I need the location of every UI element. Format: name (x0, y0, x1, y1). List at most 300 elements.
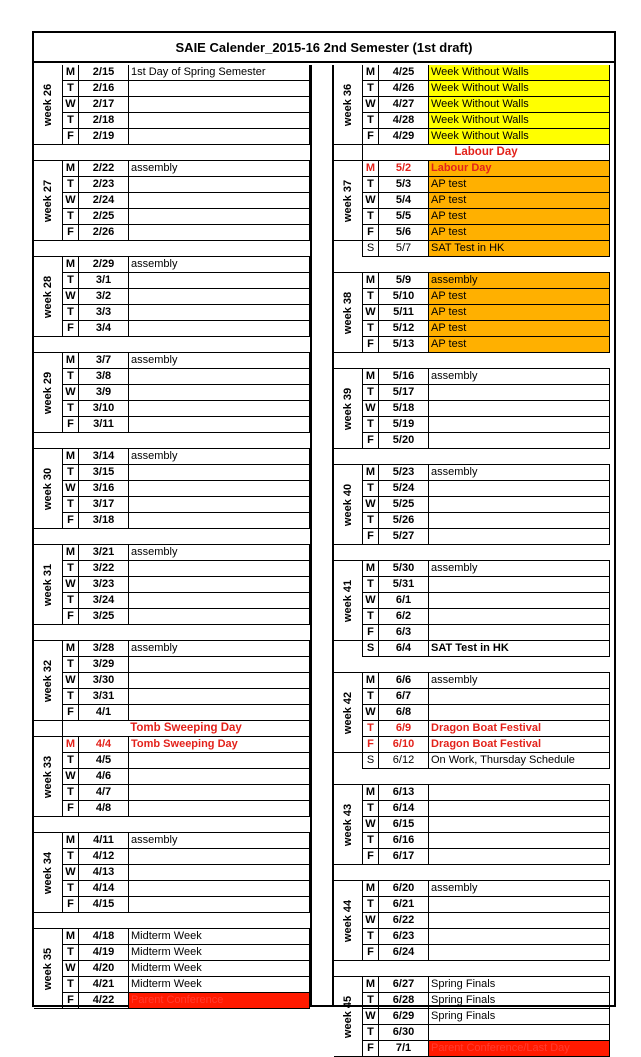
date-cell: 4/13 (79, 865, 129, 881)
day-cell: T (362, 513, 379, 529)
calendar-row (34, 353, 310, 369)
day-cell: F (362, 625, 379, 641)
date-cell: 5/2 (379, 161, 429, 177)
event-cell (129, 705, 310, 721)
date-cell: 4/20 (79, 961, 129, 977)
week-label-text: week 28 (42, 275, 54, 318)
day-cell: W (62, 865, 79, 881)
event-cell (129, 513, 310, 529)
event-cell (429, 785, 610, 801)
date-cell: 4/18 (79, 929, 129, 945)
spacer-row (34, 337, 310, 353)
date-cell: 6/27 (379, 977, 429, 993)
day-cell: W (62, 385, 79, 401)
calendar-row (34, 641, 310, 657)
date-cell: 3/28 (79, 641, 129, 657)
date-cell: 3/17 (79, 497, 129, 513)
day-cell: M (62, 257, 79, 273)
date-cell: 4/1 (79, 705, 129, 721)
day-cell: F (362, 849, 379, 865)
date-cell: 4/28 (379, 113, 429, 129)
event-cell (429, 897, 610, 913)
calendar-row (334, 401, 610, 417)
event-cell: Week Without Walls (429, 97, 610, 113)
day-cell: T (362, 689, 379, 705)
date-cell: 3/30 (79, 673, 129, 689)
day-cell: T (362, 481, 379, 497)
calendar-row (34, 945, 310, 961)
event-cell (129, 465, 310, 481)
day-cell: F (62, 129, 79, 145)
date-cell: 6/17 (379, 849, 429, 865)
calendar-row (34, 753, 310, 769)
calendar-row (34, 385, 310, 401)
spacer-row (34, 433, 310, 449)
day-cell: T (62, 657, 79, 673)
day-cell: T (362, 177, 379, 193)
calendar-row (334, 209, 610, 225)
event-cell (429, 1025, 610, 1041)
date-cell: 4/15 (79, 897, 129, 913)
calendar-row (34, 785, 310, 801)
spacer-row (334, 657, 610, 673)
calendar-row (334, 913, 610, 929)
date-cell: 6/28 (379, 993, 429, 1009)
spacer-row (334, 961, 610, 977)
day-cell: F (362, 529, 379, 545)
spacer-row (34, 817, 310, 833)
day-cell: T (362, 81, 379, 97)
event-cell: Week Without Walls (429, 129, 610, 145)
day-cell: F (62, 897, 79, 913)
day-cell: W (362, 305, 379, 321)
day-cell: T (362, 993, 379, 1009)
day-cell: F (62, 513, 79, 529)
event-cell: Midterm Week (129, 977, 310, 993)
calendar-row (334, 737, 610, 753)
spacer-row (34, 721, 62, 737)
day-cell: T (62, 465, 79, 481)
date-cell: 6/12 (379, 753, 429, 769)
event-cell (429, 833, 610, 849)
event-cell: Midterm Week (129, 945, 310, 961)
date-cell: 5/27 (379, 529, 429, 545)
event-cell: Dragon Boat Festival (429, 737, 610, 753)
event-cell (129, 593, 310, 609)
date-cell: 4/27 (379, 97, 429, 113)
calendar-row (34, 993, 310, 1009)
event-cell (129, 305, 310, 321)
calendar-row (334, 129, 610, 145)
date-cell: 2/24 (79, 193, 129, 209)
day-cell: M (62, 929, 79, 945)
day-cell: T (362, 721, 379, 737)
calendar-row (334, 289, 610, 305)
week-label-text: week 34 (42, 851, 54, 894)
calendar-row (34, 273, 310, 289)
event-cell: AP test (429, 225, 610, 241)
date-cell: 3/23 (79, 577, 129, 593)
event-cell (129, 561, 310, 577)
date-cell: 3/7 (79, 353, 129, 369)
date-cell: 5/9 (379, 273, 429, 289)
calendar-row (334, 577, 610, 593)
day-cell: M (62, 161, 79, 177)
calendar-row (334, 641, 610, 657)
event-cell (429, 913, 610, 929)
day-cell: W (362, 593, 379, 609)
calendar-row (34, 177, 310, 193)
calendar-row (334, 817, 610, 833)
date-cell: 2/15 (79, 65, 129, 81)
calendar-row (334, 481, 610, 497)
event-cell (429, 817, 610, 833)
calendar-row (334, 897, 610, 913)
date-cell: 5/16 (379, 369, 429, 385)
event-cell (129, 881, 310, 897)
calendar-row (34, 449, 310, 465)
calendar-row (34, 65, 310, 81)
calendar-row (334, 193, 610, 209)
calendar-row (334, 337, 610, 353)
calendar-row (34, 257, 310, 273)
event-cell (129, 865, 310, 881)
week-label-text: week 36 (342, 83, 354, 126)
calendar-row (34, 929, 310, 945)
event-cell: 1st Day of Spring Semester (129, 65, 310, 81)
calendar-row (334, 673, 610, 689)
event-cell (129, 753, 310, 769)
day-cell: F (362, 737, 379, 753)
day-cell: S (362, 241, 379, 257)
event-cell (429, 529, 610, 545)
calendar-row (34, 193, 310, 209)
day-cell: M (362, 65, 379, 81)
date-cell: 2/29 (79, 257, 129, 273)
calendar-row (34, 369, 310, 385)
event-cell: Midterm Week (129, 961, 310, 977)
calendar-row (334, 1009, 610, 1025)
date-cell: 5/26 (379, 513, 429, 529)
day-cell: M (362, 161, 379, 177)
day-cell: T (62, 849, 79, 865)
calendar-row (334, 721, 610, 737)
event-cell (429, 929, 610, 945)
day-cell: W (62, 769, 79, 785)
calendar-row (334, 225, 610, 241)
date-cell: 3/18 (79, 513, 129, 529)
calendar-row (34, 481, 310, 497)
event-cell: AP test (429, 289, 610, 305)
date-cell: 3/9 (79, 385, 129, 401)
calendar-row (334, 305, 610, 321)
date-cell: 6/2 (379, 609, 429, 625)
date-cell: 4/22 (79, 993, 129, 1009)
event-cell: SAT Test in HK (429, 641, 610, 657)
date-cell: 6/10 (379, 737, 429, 753)
spacer-row (334, 865, 610, 881)
calendar-row (34, 705, 310, 721)
event-cell: AP test (429, 177, 610, 193)
calendar-row (34, 769, 310, 785)
day-cell: M (62, 833, 79, 849)
event-cell: assembly (129, 161, 310, 177)
date-cell: 6/9 (379, 721, 429, 737)
calendar-row (334, 385, 610, 401)
spacer-row (334, 257, 610, 273)
date-cell: 4/29 (379, 129, 429, 145)
date-cell: 6/23 (379, 929, 429, 945)
calendar-row (34, 401, 310, 417)
day-cell: F (362, 225, 379, 241)
calendar-row (34, 113, 310, 129)
event-cell (129, 81, 310, 97)
day-cell: M (362, 977, 379, 993)
event-cell: Week Without Walls (429, 113, 610, 129)
calendar-row (334, 241, 610, 257)
spacer-row (34, 241, 310, 257)
spacer-row (34, 913, 310, 929)
day-cell: T (62, 209, 79, 225)
calendar-row (34, 961, 310, 977)
calendar-row (34, 81, 310, 97)
calendar-row (34, 657, 310, 673)
date-cell: 4/21 (79, 977, 129, 993)
day-cell: M (62, 65, 79, 81)
calendar-row (34, 545, 310, 561)
event-cell (129, 849, 310, 865)
day-cell: T (62, 561, 79, 577)
calendar-row (34, 129, 310, 145)
holiday-header: Labour Day (362, 145, 610, 161)
day-cell: T (362, 801, 379, 817)
calendar-row (334, 977, 610, 993)
day-cell: F (62, 705, 79, 721)
event-cell (129, 673, 310, 689)
calendar-row (334, 513, 610, 529)
event-cell: Tomb Sweeping Day (129, 737, 310, 753)
date-cell: 6/13 (379, 785, 429, 801)
day-cell: F (62, 801, 79, 817)
day-cell: W (362, 401, 379, 417)
event-cell: Parent Conference (129, 993, 310, 1009)
date-cell: 3/3 (79, 305, 129, 321)
date-cell: 3/2 (79, 289, 129, 305)
spacer-row (334, 769, 610, 785)
event-cell: assembly (429, 273, 610, 289)
date-cell: 5/11 (379, 305, 429, 321)
week-label-text: week 31 (42, 563, 54, 606)
calendar-row (334, 593, 610, 609)
event-cell (429, 945, 610, 961)
date-cell: 5/24 (379, 481, 429, 497)
date-cell: 5/25 (379, 497, 429, 513)
week-label-text: week 44 (342, 899, 354, 942)
week-label-text: week 32 (42, 659, 54, 702)
day-cell: M (362, 465, 379, 481)
event-cell (129, 113, 310, 129)
event-cell (429, 433, 610, 449)
calendar-row (34, 161, 310, 177)
calendar-row (34, 897, 310, 913)
week-label-text: week 45 (342, 995, 354, 1038)
calendar-row (334, 161, 610, 177)
event-cell (129, 97, 310, 113)
date-cell: 3/10 (79, 401, 129, 417)
day-cell: W (62, 961, 79, 977)
date-cell: 2/19 (79, 129, 129, 145)
week-label-text: week 27 (42, 179, 54, 222)
calendar-row (34, 465, 310, 481)
day-cell: W (62, 289, 79, 305)
event-cell (129, 481, 310, 497)
week-label-text: week 40 (342, 483, 354, 526)
event-cell: assembly (129, 353, 310, 369)
day-cell: M (362, 369, 379, 385)
day-cell: T (362, 417, 379, 433)
day-cell: T (62, 369, 79, 385)
event-cell (429, 417, 610, 433)
calendar-row (334, 849, 610, 865)
day-cell: W (62, 97, 79, 113)
day-cell: W (362, 705, 379, 721)
event-cell: assembly (129, 257, 310, 273)
event-cell (129, 385, 310, 401)
calendar-row (334, 993, 610, 1009)
event-cell (429, 609, 610, 625)
date-cell: 5/5 (379, 209, 429, 225)
calendar-row (34, 417, 310, 433)
date-cell: 4/14 (79, 881, 129, 897)
calendar-row (334, 433, 610, 449)
week-label-text: week 35 (42, 947, 54, 990)
event-cell (129, 417, 310, 433)
date-cell: 7/1 (379, 1041, 429, 1057)
date-cell: 5/13 (379, 337, 429, 353)
calendar-row (334, 369, 610, 385)
event-cell: assembly (429, 673, 610, 689)
event-cell (129, 785, 310, 801)
date-cell: 5/18 (379, 401, 429, 417)
date-cell: 6/7 (379, 689, 429, 705)
day-cell: T (62, 81, 79, 97)
event-cell (129, 177, 310, 193)
event-cell: Spring Finals (429, 977, 610, 993)
day-cell: T (62, 689, 79, 705)
day-cell: M (362, 785, 379, 801)
day-cell: M (62, 449, 79, 465)
day-cell: T (62, 497, 79, 513)
calendar-row (334, 609, 610, 625)
event-cell (429, 577, 610, 593)
event-cell (129, 897, 310, 913)
day-cell: T (362, 209, 379, 225)
date-cell: 3/29 (79, 657, 129, 673)
event-cell: Dragon Boat Festival (429, 721, 610, 737)
calendar-row (34, 97, 310, 113)
calendar-row (334, 753, 610, 769)
week-label-text: week 43 (342, 803, 354, 846)
day-cell: T (62, 881, 79, 897)
date-cell: 4/4 (79, 737, 129, 753)
event-cell (129, 609, 310, 625)
date-cell: 5/6 (379, 225, 429, 241)
event-cell (129, 769, 310, 785)
event-cell (129, 369, 310, 385)
calendar-row (334, 497, 610, 513)
day-cell: F (62, 417, 79, 433)
calendar-row (34, 577, 310, 593)
event-cell: Week Without Walls (429, 81, 610, 97)
day-cell: T (362, 577, 379, 593)
calendar-row (34, 801, 310, 817)
date-cell: 2/26 (79, 225, 129, 241)
date-cell: 5/3 (379, 177, 429, 193)
week-label-text: week 30 (42, 467, 54, 510)
day-cell: F (62, 993, 79, 1009)
day-cell: T (362, 321, 379, 337)
event-cell (129, 129, 310, 145)
day-cell: M (62, 737, 79, 753)
page-title: SAIE Calender_2015-16 2nd Semester (1st draft) (34, 33, 614, 63)
date-cell: 4/26 (379, 81, 429, 97)
calendar-row (334, 465, 610, 481)
date-cell: 6/30 (379, 1025, 429, 1041)
day-cell: T (62, 305, 79, 321)
week-label-text: week 29 (42, 371, 54, 414)
day-cell: W (362, 97, 379, 113)
calendar-row (334, 1025, 610, 1041)
day-cell: T (62, 753, 79, 769)
event-cell: Midterm Week (129, 929, 310, 945)
event-cell (429, 481, 610, 497)
date-cell: 4/19 (79, 945, 129, 961)
event-cell (429, 497, 610, 513)
event-cell: assembly (429, 561, 610, 577)
calendar-row (34, 833, 310, 849)
date-cell: 5/7 (379, 241, 429, 257)
day-cell: W (62, 577, 79, 593)
day-cell: F (362, 129, 379, 145)
spacer-row (334, 449, 610, 465)
spacer-row (34, 145, 310, 161)
day-cell: T (62, 977, 79, 993)
date-cell: 2/23 (79, 177, 129, 193)
event-cell: On Work, Thursday Schedule (429, 753, 610, 769)
event-cell (429, 513, 610, 529)
calendar-row (334, 881, 610, 897)
date-cell: 3/16 (79, 481, 129, 497)
date-cell: 6/20 (379, 881, 429, 897)
calendar-row (334, 689, 610, 705)
event-cell: SAT Test in HK (429, 241, 610, 257)
event-cell (429, 849, 610, 865)
date-cell: 6/4 (379, 641, 429, 657)
event-cell (429, 625, 610, 641)
date-cell: 4/7 (79, 785, 129, 801)
calendar-frame (32, 31, 616, 1054)
day-cell: M (362, 881, 379, 897)
event-cell: Spring Finals (429, 1009, 610, 1025)
event-cell: assembly (129, 641, 310, 657)
event-cell: AP test (429, 337, 610, 353)
date-cell: 3/22 (79, 561, 129, 577)
date-cell: 3/15 (79, 465, 129, 481)
holiday-header: Tomb Sweeping Day (62, 721, 310, 737)
week-label-text: week 38 (342, 291, 354, 334)
calendar-row (34, 209, 310, 225)
calendar-row (334, 177, 610, 193)
